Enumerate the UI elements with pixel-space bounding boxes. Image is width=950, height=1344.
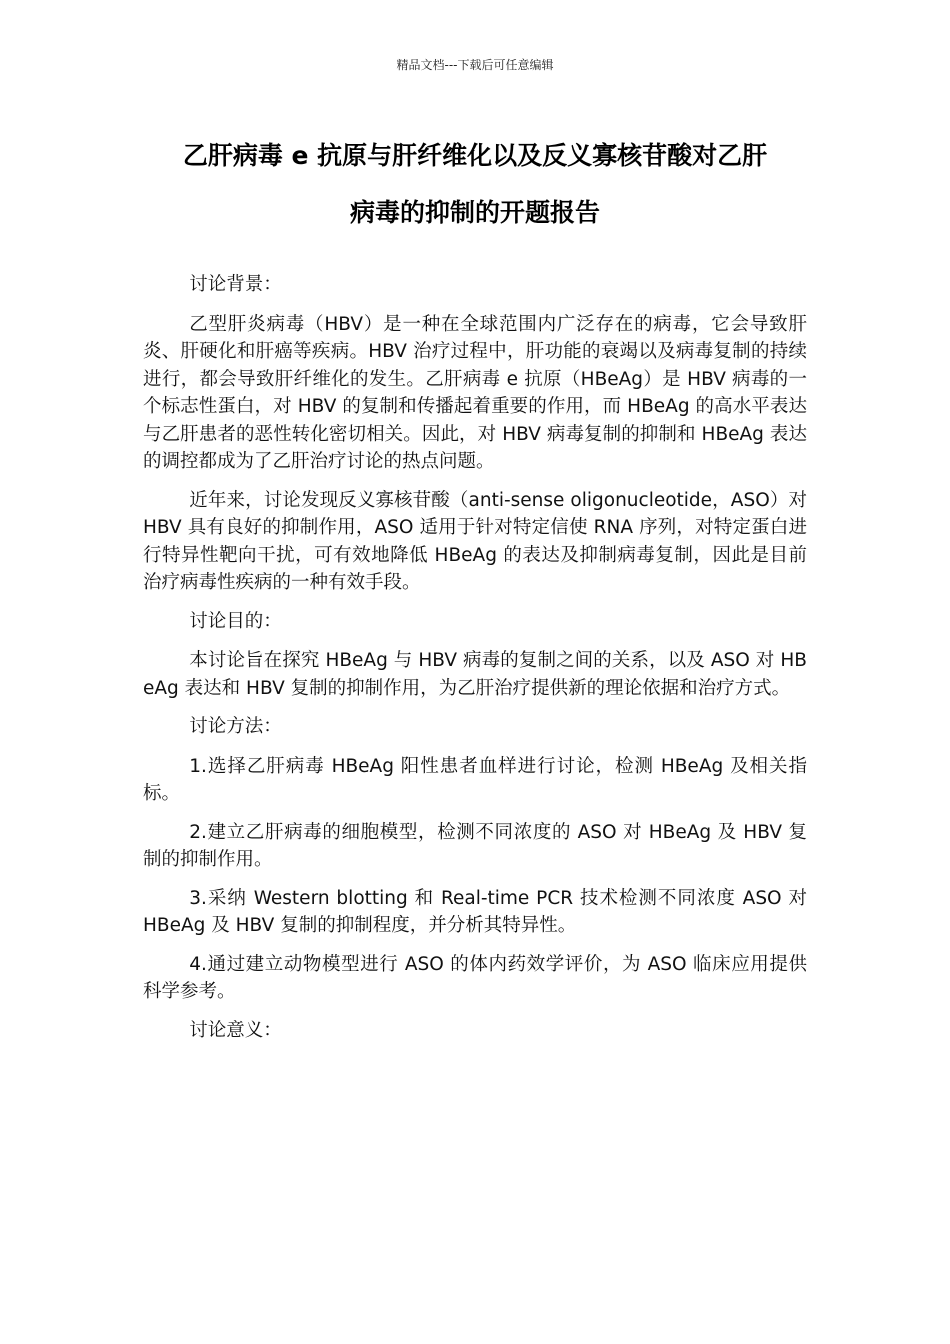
header-note: 精品文档---下载后可任意编辑 <box>396 58 554 72</box>
background-paragraph-1: 乙型肝炎病毒（HBV）是一种在全球范围内广泛存在的病毒，它会导致肝炎、肝硬化和肝癌等疾病。HBV 治疗过程中，肝功能的衰竭以及病毒复制的持续进行，都会导致肝纤维化的发生。乙肝病毒 e 抗原（HBeAg）是 HBV 病毒的一个标志性蛋白，对 HBV 的复制和传播起着重要的作用，而 HBeAg 的高水平表达与乙肝患者的恶性转化密切相关。因此，对 HBV 病毒复制的抑制和 HBeAg 表达的调控都成为了乙肝治疗讨论的热点问题。 <box>143 313 807 472</box>
method-item-2: 2.建立乙肝病毒的细胞模型，检测不同浓度的 ASO 对 HBeAg 及 HBV 复制的抑制作用。 <box>143 821 807 870</box>
document-title-line-1: 乙肝病毒 e 抗原与肝纤维化以及反义寡核苷酸对乙肝 <box>182 141 768 170</box>
background-heading: 讨论背景： <box>189 274 282 295</box>
significance-heading: 讨论意义： <box>189 1019 282 1041</box>
method-item-3: 3.采纳 Western blotting 和 Real-time PCR 技术检测不同浓度 ASO 对 HBeAg 及 HBV 复制的抑制程度，并分析其特异性。 <box>143 887 807 936</box>
document-title-line-2: 病毒的抑制的开题报告 <box>349 198 600 227</box>
method-item-1: 1.选择乙肝病毒 HBeAg 阳性患者血样进行讨论，检测 HBeAg 及相关指标。 <box>143 755 807 804</box>
purpose-paragraph: 本讨论旨在探究 HBeAg 与 HBV 病毒的复制之间的关系，以及 ASO 对 HBeAg 表达和 HBV 复制的抑制作用，为乙肝治疗提供新的理论依据和治疗方式。 <box>143 650 807 699</box>
methods-heading: 讨论方法： <box>189 716 282 737</box>
purpose-heading: 讨论目的： <box>189 610 282 632</box>
document-body <box>143 271 807 1056</box>
method-item-4: 4.通过建立动物模型进行 ASO 的体内药效学评价，为 ASO 临床应用提供科学参考。 <box>143 953 807 1002</box>
background-paragraph-2: 近年来，讨论发现反义寡核苷酸（anti-sense oligonucleotide，ASO）对 HBV 具有良好的抑制作用，ASO 适用于针对特定信使 RNA 序列，对特定蛋白进行特异性靶向干扰，可有效地降低 HBeAg 的表达及抑制病毒复制，因此是目前治疗病毒性疾病的一种有效手段。 <box>143 489 807 593</box>
